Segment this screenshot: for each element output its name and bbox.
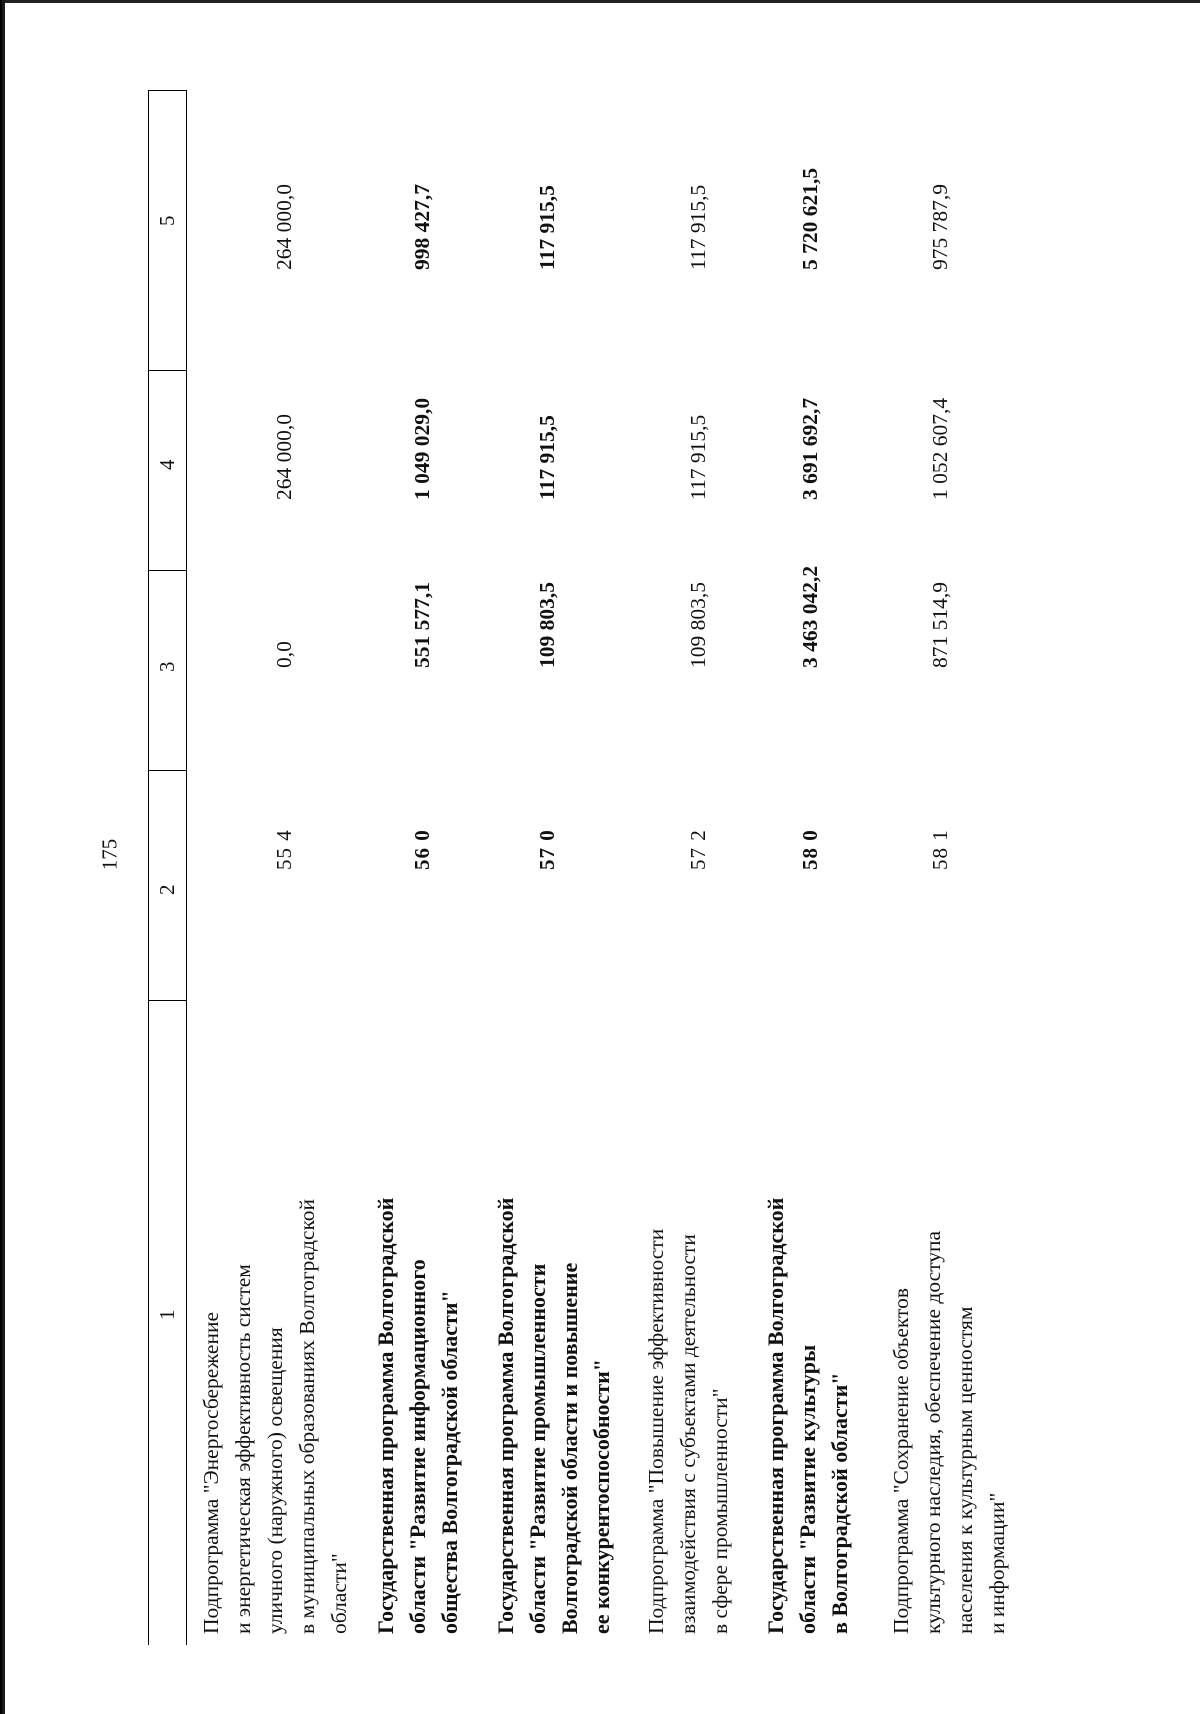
table-rule-header [186,90,187,1645]
row-1-name-line-1: Подпрограмма "Энергосбережение [199,1312,223,1634]
row-2-col4: 1 049 029,0 [410,397,434,500]
column-header-5: 5 [155,215,179,226]
column-header-2: 2 [155,884,179,895]
row-5-code: 58 0 [798,829,822,870]
row-2-col3: 551 577,1 [410,582,434,668]
row-1-col4: 264 000,0 [272,414,296,500]
row-4-name-line-1: Подпрограмма "Повышение эффективности [644,1228,668,1634]
row-4-name-line-3: в сфере промышленности" [708,1388,732,1634]
row-5-col3: 3 463 042,2 [798,565,822,668]
row-2-col5: 998 427,7 [410,184,434,270]
row-4-col5: 117 915,5 [686,184,710,270]
row-3-col3: 109 803,5 [535,582,559,668]
row-2-name-line-1: Государственная программа Волгоградской [373,1197,398,1634]
table-header-divider-2-3 [148,770,186,771]
column-header-4: 4 [155,459,179,470]
row-5-name-line-1: Государственная программа Волгоградской [763,1197,788,1634]
column-header-3: 3 [155,661,179,672]
row-1-name-line-2: и энергетическая эффективность систем [231,1264,255,1634]
row-3-name-line-2: области "Развитие промышленности [525,1263,550,1634]
row-6-code: 58 1 [928,829,952,870]
table-header-divider-4-5 [148,370,186,371]
page-number: 175 [97,838,122,871]
row-3-col5: 117 915,5 [535,185,559,270]
row-6-name-line-3: населения к культурным ценностям [953,1306,977,1634]
row-6-name-line-2: культурного наследия, обеспечение доступа [921,1230,945,1634]
table-header-divider-3-4 [148,570,186,571]
row-6-col5: 975 787,9 [928,184,952,270]
row-5-name-line-3: в Волгоградской области" [827,1372,852,1634]
column-header-1: 1 [155,1309,179,1320]
row-4-code: 57 2 [686,829,710,870]
row-6-col4: 1 052 607,4 [928,397,952,500]
row-1-code: 55 4 [272,829,296,870]
row-1-col3: 0,0 [272,641,296,668]
row-4-name-line-2: взаимодействия с субъектами деятельности [676,1234,700,1634]
row-1-col5: 264 000,0 [272,184,296,270]
row-6-name-line-4: и информации" [985,1492,1009,1634]
table-header-right-edge [148,90,186,91]
row-3-name-line-1: Государственная программа Волгоградской [493,1197,518,1634]
table-header-divider-1-2 [148,1000,186,1001]
row-2-name-line-2: области "Развитие информационного [405,1259,430,1634]
row-4-col4: 117 915,5 [686,414,710,500]
table-rule-top [148,90,149,1645]
row-3-name-line-4: ее конкурентоспособности" [589,1359,614,1634]
row-1-name-line-3: уличного (наружного) освещения [263,1327,287,1634]
row-6-col3: 871 514,9 [928,582,952,668]
row-6-name-line-1: Подпрограмма "Сохранение объектов [889,1287,913,1634]
row-3-col4: 117 915,5 [535,415,559,500]
row-5-name-line-2: области "Развитие культуры [795,1344,820,1634]
row-4-col3: 109 803,5 [686,582,710,668]
row-5-col4: 3 691 692,7 [798,397,822,500]
row-1-name-line-4: в муниципальных образованиях Волгоградской [295,1198,319,1634]
row-1-name-line-5: области" [327,1553,351,1634]
row-3-code: 57 0 [535,829,559,870]
row-3-name-line-3: Волгоградской области и повышение [557,1262,582,1634]
row-2-code: 56 0 [410,829,434,870]
scan-edge-left-inner [0,0,2,1714]
row-2-name-line-3: общества Волгоградской области" [437,1290,462,1634]
scan-edge-top [0,0,1200,3]
row-5-col5: 5 720 621,5 [798,167,822,270]
